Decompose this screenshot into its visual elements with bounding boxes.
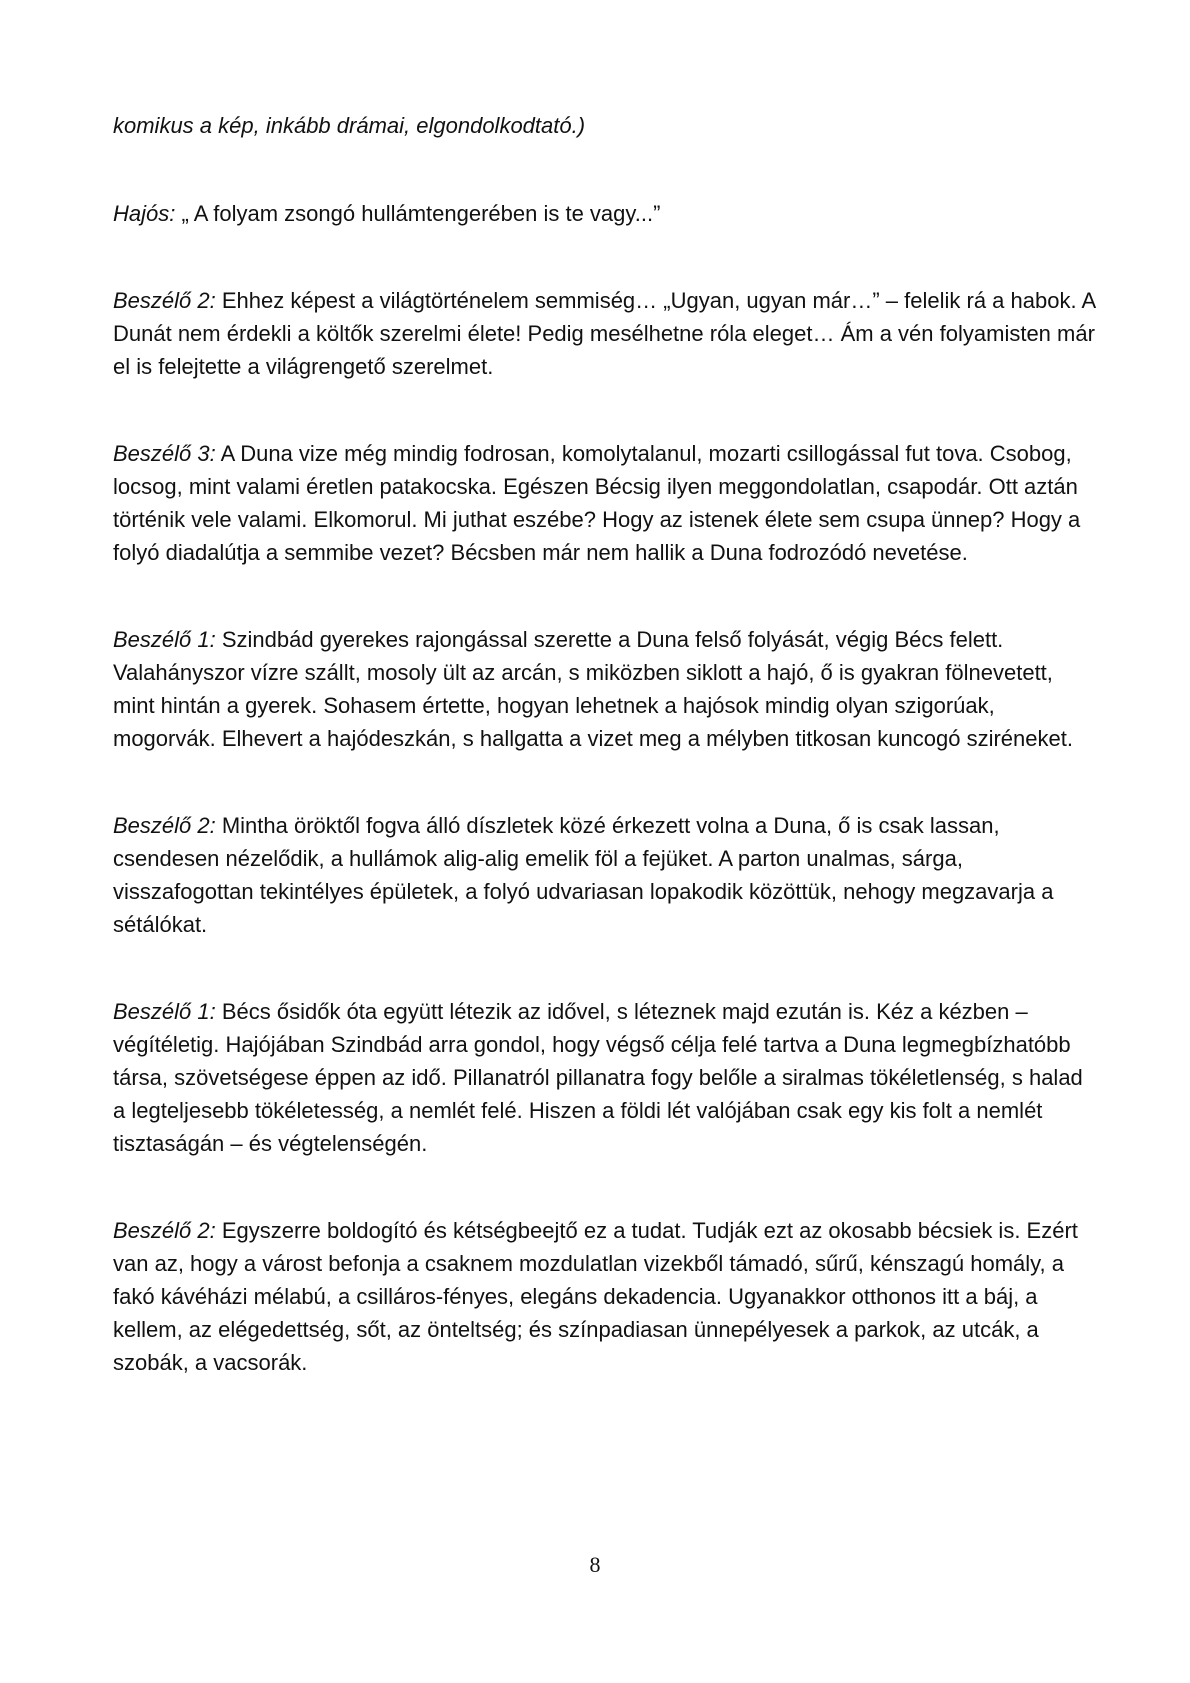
paragraph-text: A Duna vize még mindig fodrosan, komolytalanul, mozarti csillogással fut tova. Csobog, locsog, mint valami éretlen patakocska. Egészen Bécsig ilyen meggondolatlan, csapodár. Ott aztán történik vele valami. Elkomorul. Mi juthat eszébe? Hogy az istenek élete sem csupa ünnep? Hogy a folyó diadalútja a semmibe vezet? Bécsben már nem hallik a Duna fodrozódó nevetése. xyxy=(113,441,1081,565)
paragraph-hajos xyxy=(113,197,1098,230)
paragraph-text: Egyszerre boldogító és kétségbeejtő ez a tudat. Tudják ezt az okosabb bécsiek is. Ezért van az, hogy a várost befonja a csaknem mozdulatlan vizekből támadó, sűrű, kénszagú homály, a fakó kávéházi mélabú, a csilláros-fényes, elegáns dekadencia. Ugyanakkor otthonos itt a báj, a kellem, az elégedettség, sőt, az önteltség; és színpadiasan ünnepélyesek a parkok, az utcák, a szobák, a vacsorák. xyxy=(113,1218,1078,1375)
paragraph-beszelo-1-a xyxy=(113,623,1098,755)
speaker-label: Beszélő 2: xyxy=(113,813,216,838)
paragraph-beszelo-1-b xyxy=(113,995,1098,1160)
paragraph-beszelo-2-b xyxy=(113,809,1098,941)
paragraph-text: Mintha öröktől fogva álló díszletek közé érkezett volna a Duna, ő is csak lassan, csendesen nézelődik, a hullámok alig-alig emelik föl a fejüket. A parton unalmas, sárga, visszafogottan tekintélyes épületek, a folyó udvariasan lopakodik közöttük, nehogy megzavarja a sétálókat. xyxy=(113,813,1054,937)
paragraph-text: Bécs ősidők óta együtt létezik az idővel, s léteznek majd ezután is. Kéz a kézben – végítéletig. Hajójában Szindbád arra gondol, hogy végső célja felé tartva a Duna legmegbízhatóbb társa, szövetségese éppen az idő. Pillanatról pillanatra fogy belőle a siralmas tökéletlenség, s halad a legteljesebb tökéletesség, a nemlét felé. Hiszen a földi lét valójában csak egy kis folt a nemlét tisztaságán – és végtelenségén. xyxy=(113,999,1083,1156)
paragraph-text: Szindbád gyerekes rajongással szerette a Duna felső folyását, végig Bécs felett. Valahányszor vízre szállt, mosoly ült az arcán, s miközben siklott a hajó, ő is gyakran fölnevetett, mint hintán a gyerek. Sohasem értette, hogyan lehetnek a hajósok mindig olyan szigorúak, mogorvák. Elhevert a hajódeszkán, s hallgatta a vizet meg a mélyben titkosan kuncogó sziréneket. xyxy=(113,627,1073,751)
speaker-label: Beszélő 1: xyxy=(113,627,216,652)
paragraph-text: Ehhez képest a világtörténelem semmiség… „Ugyan, ugyan már…” – felelik rá a habok. A Dunát nem érdekli a költők szerelmi élete! Pedig mesélhetne róla eleget… Ám a vén folyamisten már el is felejtette a világrengető szerelmet. xyxy=(113,288,1095,379)
paragraph-beszelo-2-c xyxy=(113,1214,1098,1379)
speaker-label: Beszélő 2: xyxy=(113,288,216,313)
opening-line: komikus a kép, inkább drámai, elgondolkodtató.) xyxy=(113,113,586,138)
document-body xyxy=(113,109,1098,1433)
paragraph-beszelo-2-a xyxy=(113,284,1098,383)
page-number: 8 xyxy=(589,1552,601,1577)
paragraph-text: „ A folyam zsongó hullámtengerében is te vagy...” xyxy=(175,201,661,226)
speaker-label: Beszélő 3: xyxy=(113,441,216,466)
speaker-label: Hajós: xyxy=(113,201,176,226)
speaker-label: Beszélő 1: xyxy=(113,999,216,1024)
paragraph-beszelo-3 xyxy=(113,437,1098,569)
speaker-label: Beszélő 2: xyxy=(113,1218,216,1243)
